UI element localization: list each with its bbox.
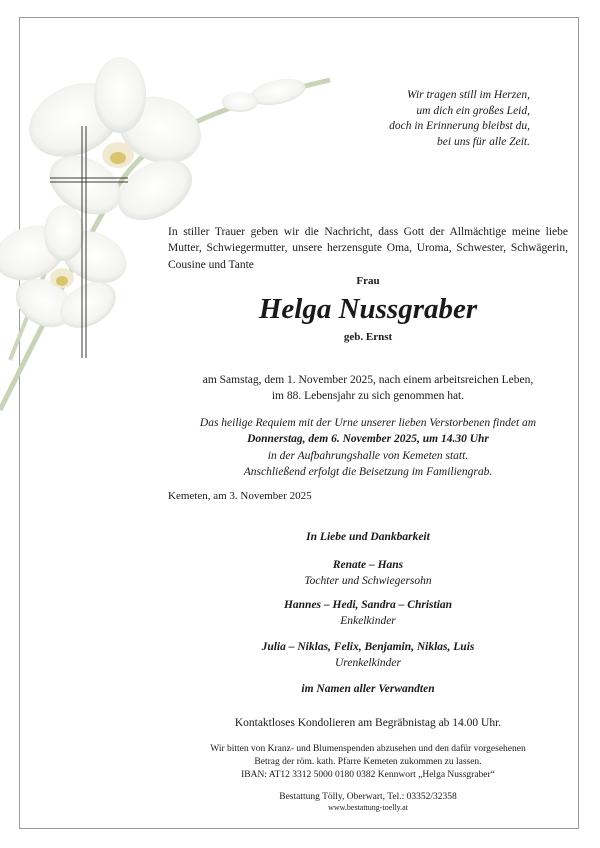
donation-line: Betrag der röm. kath. Pfarre Kemeten zukommen zu lassen.	[254, 756, 482, 767]
requiem-notice	[168, 415, 568, 480]
announcement-text: In stiller Trauer geben wir die Nachricht, dass Gott der Allmächtige meine liebe Mutter, Schwiegermutter, unsere herzensgute Oma, Uroma, Schwester, Schwägerin, Cousine und Tante	[168, 226, 568, 271]
iban-line: IBAN: AT12 3312 5000 0180 0382 Kennwort „Helga Nussgraber“	[241, 769, 495, 780]
place-date: Kemeten, am 3. November 2025	[168, 490, 312, 502]
deceased-name: Helga Nussgraber	[258, 293, 478, 325]
closing-phrase: In Liebe und Dankbarkeit	[306, 531, 430, 543]
poem-line: bei uns für alle Zeit.	[437, 135, 530, 148]
requiem-line: Das heilige Requiem mit der Urne unserer lieben Verstorbenen findet am	[199, 417, 537, 429]
family-names: Julia – Niklas, Felix, Benjamin, Niklas, Luis	[261, 641, 475, 653]
family-relation: Tochter und Schwiegersohn	[304, 574, 432, 587]
poem-line: doch in Erinnerung bleibst du,	[389, 120, 530, 133]
requiem-line: Anschließend erfolgt die Beisetzung im Familiengrab.	[243, 465, 493, 478]
undertaker-info	[168, 791, 568, 814]
death-notice	[168, 372, 568, 405]
undertaker-contact: Bestattung Tölly, Oberwart, Tel.: 03352/32358	[279, 792, 457, 802]
undertaker-website: www.bestattung-toelly.at	[328, 803, 408, 813]
family-names: Renate – Hans	[332, 559, 404, 571]
requiem-line: in der Aufbahrungshalle von Kemeten statt.	[267, 449, 469, 462]
maiden-name: geb. Ernst	[343, 331, 393, 343]
family-group	[168, 598, 568, 629]
family-names: Hannes – Hedi, Sandra – Christian	[283, 599, 453, 611]
family-group	[168, 640, 568, 671]
death-line: im 88. Lebensjahr zu sich genommen hat.	[271, 390, 465, 403]
condolence-note: Kontaktloses Kondolieren am Begräbnistag ab 14.00 Uhr.	[234, 717, 502, 729]
poem-line: Wir tragen still im Herzen,	[407, 89, 530, 101]
poem-line: um dich ein großes Leid,	[416, 104, 530, 117]
donation-line: Wir bitten von Kranz- und Blumenspenden abzusehen und den dafür vorgesehenen	[210, 744, 526, 754]
family-relation: Urenkelkinder	[335, 656, 401, 669]
requiem-date: Donnerstag, dem 6. November 2025, um 14.30 Uhr	[247, 433, 489, 446]
memorial-poem	[300, 88, 530, 150]
family-group	[168, 558, 568, 589]
all-relatives: im Namen aller Verwandten	[301, 683, 435, 695]
salutation: Frau	[356, 275, 380, 287]
donation-request	[168, 743, 568, 781]
death-line: am Samstag, dem 1. November 2025, nach einem arbeitsreichen Leben,	[202, 374, 534, 386]
family-relation: Enkelkinder	[340, 614, 396, 627]
